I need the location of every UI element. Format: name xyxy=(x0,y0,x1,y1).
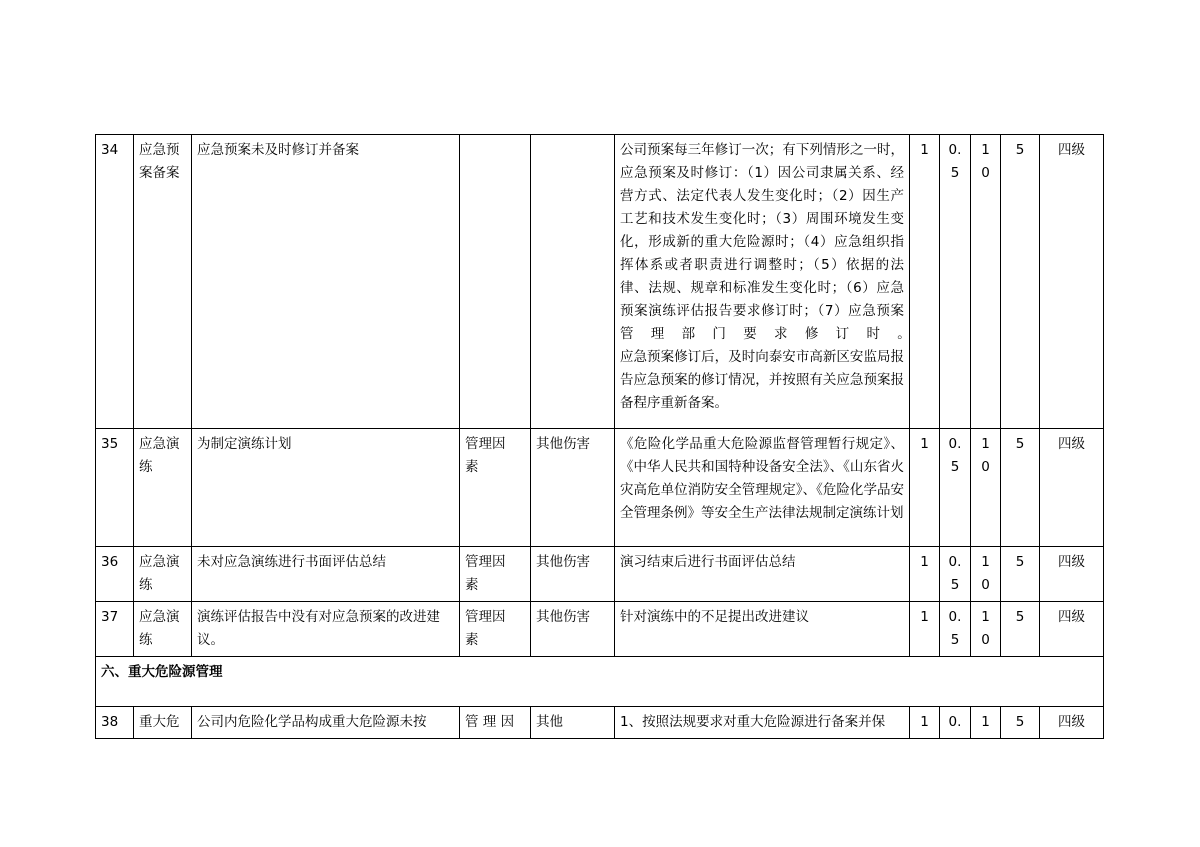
hazard-cell: 应急预案未及时修订并备案 xyxy=(192,135,460,429)
measure-cell: 演习结束后进行书面评估总结 xyxy=(615,547,910,602)
hazard-cell: 未对应急演练进行书面评估总结 xyxy=(192,547,460,602)
c-value: 1 0 xyxy=(971,429,1001,547)
section-row xyxy=(96,657,1104,707)
e-value: 0. xyxy=(940,707,971,739)
l-value: 1 xyxy=(910,707,940,739)
risk-level: 四级 xyxy=(1040,547,1104,602)
table-row xyxy=(96,135,1104,429)
measure-cell: 1、按照法规要求对重大危险源进行备案并保 xyxy=(615,707,910,739)
row-number: 35 xyxy=(96,429,134,547)
row-number: 34 xyxy=(96,135,134,429)
risk-assessment-table xyxy=(95,134,1107,739)
hazard-cell: 公司内危险化学品构成重大危险源未按 xyxy=(192,707,460,739)
factor-cell: 管 理 因 xyxy=(460,707,531,739)
accident-cell: 其他伤害 xyxy=(531,547,615,602)
l-value: 1 xyxy=(910,429,940,547)
table-row xyxy=(96,429,1104,547)
factor-cell: 管理因 素 xyxy=(460,602,531,657)
e-value: 0. 5 xyxy=(940,547,971,602)
row-number: 38 xyxy=(96,707,134,739)
table-row xyxy=(96,602,1104,657)
hazard-cell: 为制定演练计划 xyxy=(192,429,460,547)
unit-cell: 应急演 练 xyxy=(134,429,192,547)
accident-cell: 其他伤害 xyxy=(531,602,615,657)
factor-cell: 管理因 素 xyxy=(460,547,531,602)
row-number: 37 xyxy=(96,602,134,657)
measure-cell: 针对演练中的不足提出改进建议 xyxy=(615,602,910,657)
measure-cell: 《危险化学品重大危险源监督管理暂行规定》、《中华人民共和国特种设备安全法》、《山东省火灾高危单位消防安全管理规定》、《危险化学品安全管理条例》等安全生产法律法规制定演练计划 xyxy=(615,429,910,547)
table-row xyxy=(96,707,1104,739)
unit-cell: 应急预 案备案 xyxy=(134,135,192,429)
c-value: 1 0 xyxy=(971,602,1001,657)
factor-cell xyxy=(460,135,531,429)
risk-level: 四级 xyxy=(1040,429,1104,547)
accident-cell: 其他伤害 xyxy=(531,429,615,547)
l-value: 1 xyxy=(910,602,940,657)
accident-cell: 其他 xyxy=(531,707,615,739)
d-value: 5 xyxy=(1001,707,1040,739)
e-value: 0. 5 xyxy=(940,429,971,547)
d-value: 5 xyxy=(1001,547,1040,602)
unit-cell: 应急演 练 xyxy=(134,547,192,602)
risk-level: 四级 xyxy=(1040,707,1104,739)
d-value: 5 xyxy=(1001,602,1040,657)
c-value: 1 xyxy=(971,707,1001,739)
hazard-cell: 演练评估报告中没有对应急预案的改进建议。 xyxy=(192,602,460,657)
l-value: 1 xyxy=(910,547,940,602)
measure-cell: 公司预案每三年修订一次；有下列情形之一时，应急预案及时修订：（1）因公司隶属关系、经营方式、法定代表人发生变化时；（2）因生产工艺和技术发生变化时；（3）周围环境发生变化，形成新的重大危险源时；（4）应急组织指挥体系或者职责进行调整时；（5）依据的法律、法规、规章和标准发生变化时；（6）应急预案演练评估报告要求修订时；（7）应急预案管理部门要求修订时。 应急预案修订后，及时向泰安市高新区安监局报告应急预案的修订情况，并按照有关应急预案报备程序重新备案。 xyxy=(615,135,910,429)
d-value: 5 xyxy=(1001,429,1040,547)
table-row xyxy=(96,547,1104,602)
risk-level: 四级 xyxy=(1040,135,1104,429)
unit-cell: 重大危 xyxy=(134,707,192,739)
l-value: 1 xyxy=(910,135,940,429)
section-heading: 六、重大危险源管理 xyxy=(96,657,1104,707)
c-value: 1 0 xyxy=(971,135,1001,429)
accident-cell xyxy=(531,135,615,429)
c-value: 1 0 xyxy=(971,547,1001,602)
unit-cell: 应急演 练 xyxy=(134,602,192,657)
e-value: 0. 5 xyxy=(940,602,971,657)
factor-cell: 管理因 素 xyxy=(460,429,531,547)
row-number: 36 xyxy=(96,547,134,602)
risk-level: 四级 xyxy=(1040,602,1104,657)
e-value: 0. 5 xyxy=(940,135,971,429)
d-value: 5 xyxy=(1001,135,1040,429)
